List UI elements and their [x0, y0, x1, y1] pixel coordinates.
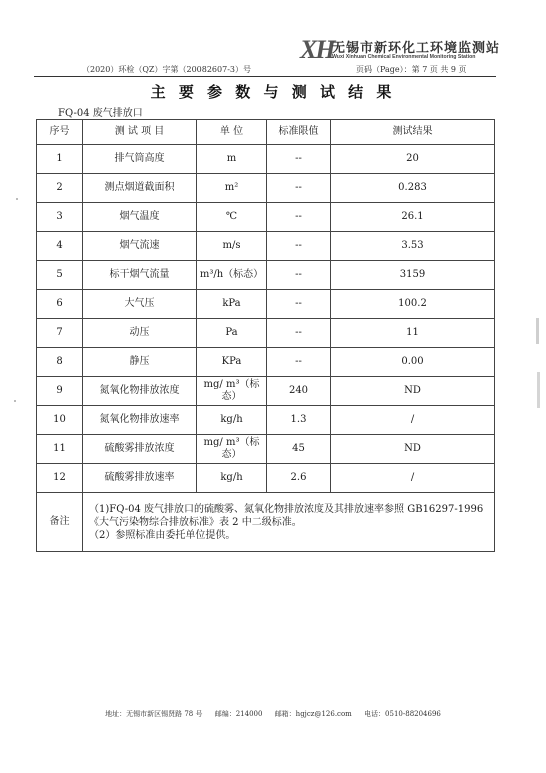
- row-unit: kg/h: [197, 464, 267, 493]
- row-result: 3.53: [331, 232, 495, 261]
- note-line-1: （1)FQ-04 废气排放口的硫酸雾、氮氧化物排放浓度及其排放速率参照 GB16297-1996《大气污染物综合排放标准》表 2 中二级标准。: [89, 503, 484, 528]
- row-no: 3: [37, 203, 83, 232]
- note-line-2: （2）参照标准由委托单位提供。: [89, 529, 236, 541]
- row-limit: 1.3: [267, 406, 331, 435]
- note-row: [37, 493, 495, 552]
- table-row: [37, 261, 495, 290]
- row-unit: ℃: [197, 203, 267, 232]
- table-row: [37, 406, 495, 435]
- table-row: [37, 174, 495, 203]
- row-no: 2: [37, 174, 83, 203]
- row-unit: m²: [197, 174, 267, 203]
- row-item: 标干烟气流量: [83, 261, 197, 290]
- row-item: 氮氧化物排放速率: [83, 406, 197, 435]
- note-label: 备注: [37, 493, 83, 552]
- row-no: 8: [37, 348, 83, 377]
- row-result: 11: [331, 319, 495, 348]
- row-item: 烟气温度: [83, 203, 197, 232]
- row-unit: m³/h（标态）: [197, 261, 267, 290]
- table-row: [37, 435, 495, 464]
- row-limit: 2.6: [267, 464, 331, 493]
- row-limit: --: [267, 319, 331, 348]
- scan-edge-mark: [536, 318, 539, 344]
- row-result: /: [331, 406, 495, 435]
- footer-phone: 电话：0510-88204696: [364, 710, 441, 718]
- row-limit: --: [267, 261, 331, 290]
- row-result: ND: [331, 435, 495, 464]
- table-header-row: [37, 120, 495, 145]
- row-unit: Pa: [197, 319, 267, 348]
- scan-edge-mark: [537, 372, 540, 408]
- row-result: 0.00: [331, 348, 495, 377]
- table-row: [37, 377, 495, 406]
- table-row: [37, 319, 495, 348]
- header-rule: [34, 76, 496, 77]
- scan-speck: [14, 400, 16, 402]
- page-info: 页码（Page）：第 7 页 共 9 页: [356, 65, 467, 74]
- row-no: 11: [37, 435, 83, 464]
- org-name-en: Wuxi Xinhuan Chemical Environmental Monitoring Station: [332, 54, 476, 60]
- col-header-unit: 单 位: [197, 120, 267, 145]
- row-limit: --: [267, 174, 331, 203]
- row-result: 100.2: [331, 290, 495, 319]
- row-item: 硫酸雾排放速率: [83, 464, 197, 493]
- row-no: 9: [37, 377, 83, 406]
- table-row: [37, 232, 495, 261]
- row-result: /: [331, 464, 495, 493]
- col-header-limit: 标准限值: [267, 120, 331, 145]
- row-item: 硫酸雾排放浓度: [83, 435, 197, 464]
- note-content: [83, 493, 495, 552]
- outlet-label: FQ-04 废气排放口: [58, 108, 143, 119]
- row-unit: m/s: [197, 232, 267, 261]
- row-limit: 240: [267, 377, 331, 406]
- row-result: ND: [331, 377, 495, 406]
- row-item: 测点烟道截面积: [83, 174, 197, 203]
- row-result: 20: [331, 145, 495, 174]
- row-no: 1: [37, 145, 83, 174]
- scan-speck: [16, 198, 18, 200]
- footer-postcode: 邮编：214000: [214, 710, 263, 718]
- row-limit: --: [267, 232, 331, 261]
- row-item: 静压: [83, 348, 197, 377]
- row-item: 排气筒高度: [83, 145, 197, 174]
- col-header-item: 测 试 项 目: [83, 120, 197, 145]
- row-item: 动压: [83, 319, 197, 348]
- row-limit: --: [267, 348, 331, 377]
- col-header-no: 序号: [37, 120, 83, 145]
- row-unit: mg/ m³（标态）: [197, 377, 267, 406]
- row-unit: mg/ m³（标态）: [197, 435, 267, 464]
- footer-email: 邮箱：hgjcz@126.com: [274, 710, 352, 718]
- row-item: 大气压: [83, 290, 197, 319]
- row-limit: 45: [267, 435, 331, 464]
- table-row: [37, 145, 495, 174]
- row-no: 10: [37, 406, 83, 435]
- row-no: 6: [37, 290, 83, 319]
- row-unit: kPa: [197, 290, 267, 319]
- row-unit: kg/h: [197, 406, 267, 435]
- row-result: 0.283: [331, 174, 495, 203]
- results-table: [36, 119, 495, 552]
- row-limit: --: [267, 290, 331, 319]
- table-row: [37, 348, 495, 377]
- row-result: 26.1: [331, 203, 495, 232]
- row-item: 烟气流速: [83, 232, 197, 261]
- table-row: [37, 203, 495, 232]
- table-row: [37, 290, 495, 319]
- row-no: 7: [37, 319, 83, 348]
- report-number: （2020）环检（QZ）字第（20082607-3）号: [82, 65, 251, 74]
- row-unit: KPa: [197, 348, 267, 377]
- row-no: 4: [37, 232, 83, 261]
- table-row: [37, 464, 495, 493]
- col-header-result: 测试结果: [331, 120, 495, 145]
- page-title: 主 要 参 数 与 测 试 结 果: [150, 83, 396, 101]
- row-limit: --: [267, 203, 331, 232]
- footer-contact: [0, 709, 546, 719]
- row-limit: --: [267, 145, 331, 174]
- footer-address: 地址：无锡市新区锡贤路 78 号: [105, 710, 203, 718]
- row-no: 5: [37, 261, 83, 290]
- org-name-cn: 无锡市新环化工环境监测站: [332, 40, 501, 55]
- row-item: 氮氧化物排放浓度: [83, 377, 197, 406]
- row-result: 3159: [331, 261, 495, 290]
- row-unit: m: [197, 145, 267, 174]
- logo-mark: XH: [300, 35, 334, 64]
- row-no: 12: [37, 464, 83, 493]
